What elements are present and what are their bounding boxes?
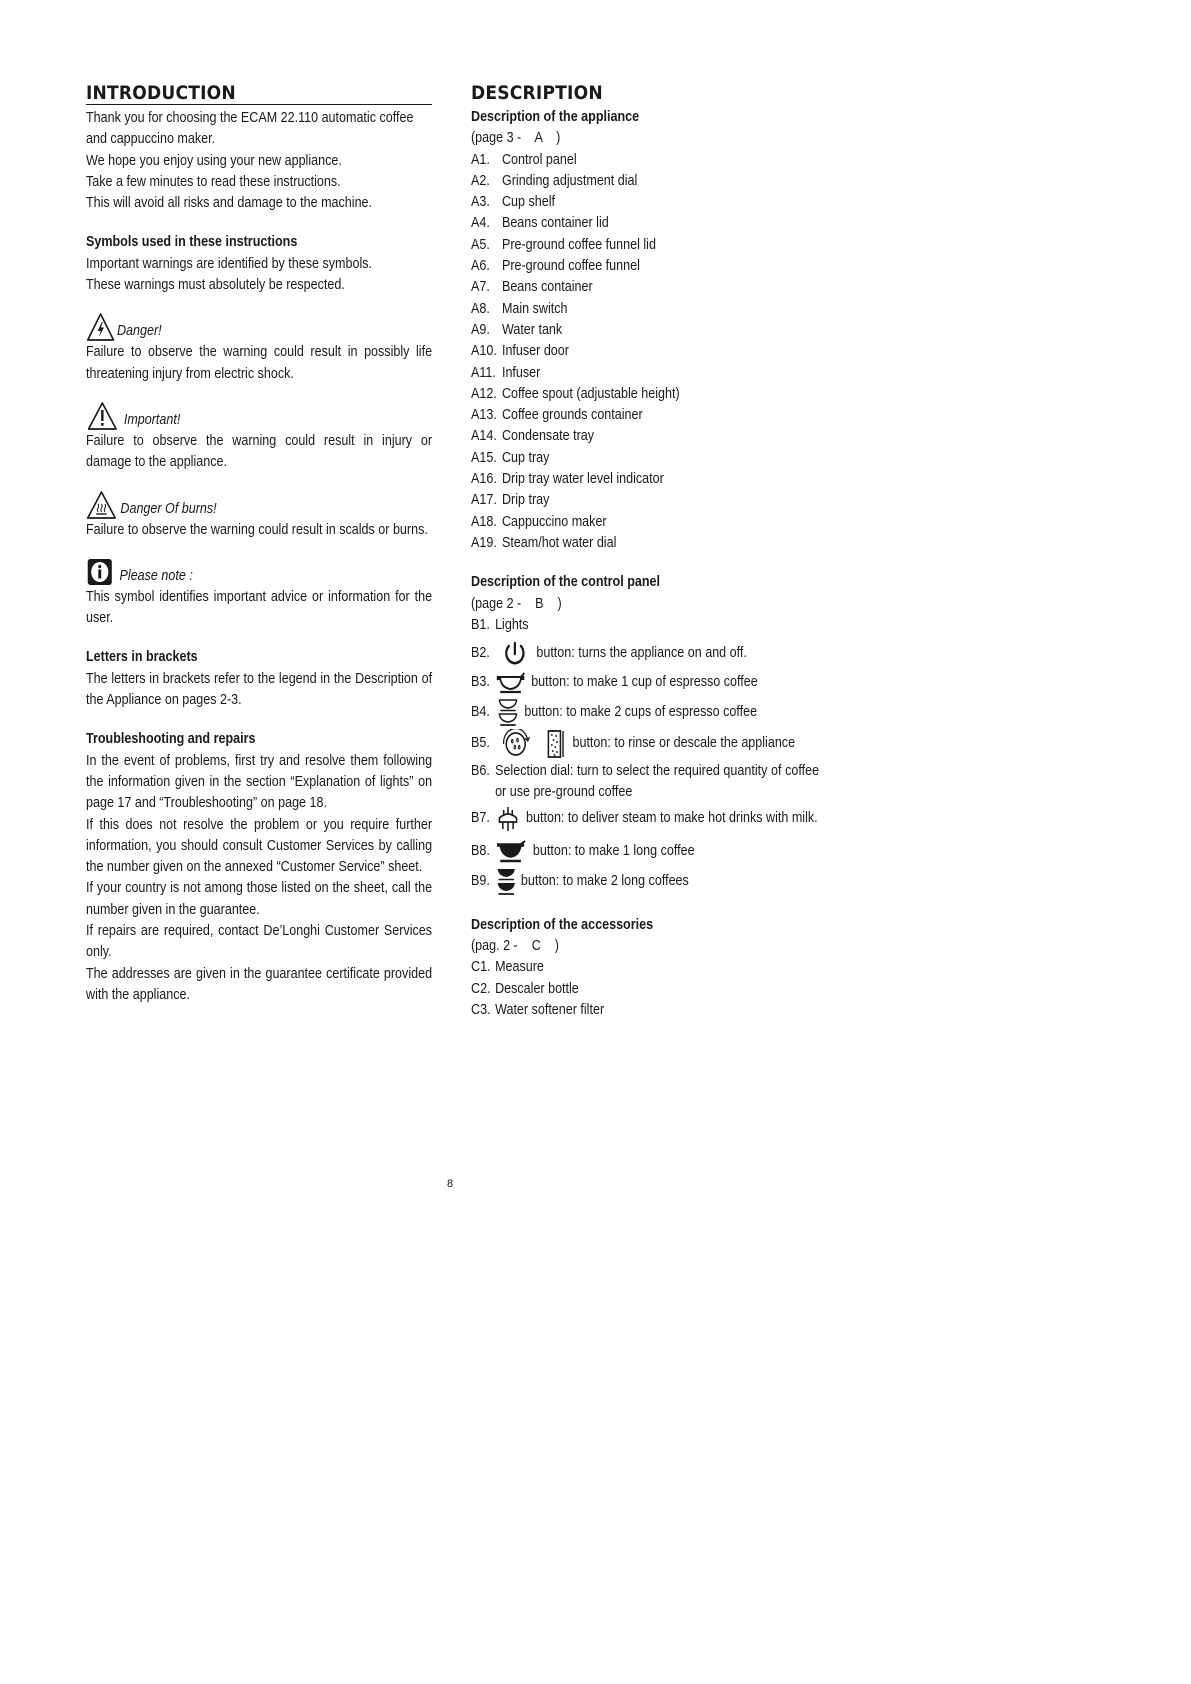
list-item: C1. Measure <box>471 959 544 976</box>
troubleshooting-paragraph: In the event of problems, first try and resolve them following the information given in the section “Explanation of lights” on page 17 and “Troubleshooting” on page 18. <box>86 752 433 812</box>
intro-line: We hope you enjoy using your new appliance. <box>86 152 342 169</box>
note-symbol-row <box>86 557 432 587</box>
list-item: A11. Infuser <box>471 364 541 381</box>
espresso-cup-icon <box>495 671 526 695</box>
list-item: B9. button: to make 2 long coffees <box>471 867 819 897</box>
list-item: A16. Drip tray water level indicator <box>471 471 664 488</box>
list-item: A9. Water tank <box>471 321 563 338</box>
list-item: A14. Condensate tray <box>471 428 595 445</box>
symbols-line: These warnings must absolutely be respected. <box>86 277 345 294</box>
important-symbol-row <box>86 401 432 431</box>
two-long-coffees-icon <box>495 867 517 897</box>
troubleshooting-heading: Troubleshooting and repairs <box>86 731 256 748</box>
list-item: A6. Pre-ground coffee funnel <box>471 258 640 275</box>
list-item: A10. Infuser door <box>471 343 569 360</box>
list-item: B4. button: to make 2 cups of espresso coffee <box>471 698 819 728</box>
troubleshooting-paragraph: If your country is not among those listed on the sheet, call the number given in the guarantee. <box>86 880 433 918</box>
list-item: B6. Selection dial: turn to select the required quantity of coffee or use pre-ground coffee <box>471 763 820 801</box>
list-item: B3. button: to make 1 cup of espresso coffee <box>471 669 819 697</box>
danger-symbol-row <box>86 312 432 342</box>
list-item: B2. button: turns the appliance on and off. <box>471 640 819 668</box>
list-item: A1. Control panel <box>471 151 577 168</box>
long-coffee-cup-icon <box>495 840 528 864</box>
rinse-icon <box>499 729 533 759</box>
two-espresso-cups-icon <box>497 698 519 728</box>
page-number: 8 <box>447 1178 454 1190</box>
control-panel-heading: Description of the control panel <box>471 574 660 591</box>
electric-shock-warning-icon <box>86 312 115 342</box>
symbols-heading: Symbols used in these instructions <box>86 234 298 251</box>
list-item: A2. Grinding adjustment dial <box>471 172 638 189</box>
burns-symbol-row <box>86 490 432 520</box>
appliance-heading: Description of the appliance <box>471 109 640 125</box>
note-label: Please note : <box>119 567 193 584</box>
troubleshooting-paragraph: If this does not resolve the problem or you require further information, you should consult Customer Services by calling the number given on the annexed “Customer Service” sheet. <box>86 816 433 876</box>
list-item: A4. Beans container lid <box>471 215 609 232</box>
list-item: A8. Main switch <box>471 300 568 317</box>
control-panel-list <box>471 615 819 636</box>
troubleshooting-paragraph: If repairs are required, contact De’Longhi Customer Services only. <box>86 923 433 961</box>
letters-text: The letters in brackets refer to the legend in the Description of the Appliance on pages 2-3. <box>86 670 433 709</box>
list-item: C3. Water softener filter <box>471 1001 605 1018</box>
list-item: B1. Lights <box>471 616 529 633</box>
list-item: A19. Steam/hot water dial <box>471 534 617 551</box>
intro-line: Take a few minutes to read these instructions. <box>86 173 341 190</box>
intro-line: Thank you for choosing the ECAM 22.110 automatic coffee and cappuccino maker. <box>86 110 414 148</box>
important-text: Failure to observe the warning could result in injury or damage to the appliance. <box>86 432 433 471</box>
appliance-parts-list <box>471 150 819 555</box>
steam-icon <box>495 804 521 832</box>
list-item: A5. Pre-ground coffee funnel lid <box>471 236 656 253</box>
list-item: A13. Coffee grounds container <box>471 407 643 424</box>
letters-heading: Letters in brackets <box>86 649 198 666</box>
burns-label: Danger Of burns! <box>120 500 217 517</box>
accessories-heading: Description of the accessories <box>471 916 654 933</box>
appliance-page-ref: (page 3 - A ) <box>471 130 561 147</box>
list-item: A17. Drip tray <box>471 492 550 509</box>
note-text: This symbol identifies important advice or information for the user. <box>86 588 433 627</box>
list-item: A3. Cup shelf <box>471 194 555 211</box>
important-label: Important! <box>123 411 181 428</box>
descale-icon <box>545 729 567 759</box>
list-item: A12. Coffee spout (adjustable height) <box>471 385 680 402</box>
info-icon <box>86 557 119 587</box>
description-column <box>471 82 819 1021</box>
control-panel-page-ref: (page 2 - B ) <box>471 595 562 612</box>
burns-text: Failure to observe the warning could result in scalds or burns. <box>86 521 428 538</box>
description-title: DESCRIPTION <box>471 82 603 104</box>
exclamation-warning-icon <box>86 401 119 431</box>
list-item: A18. Cappuccino maker <box>471 513 607 530</box>
introduction-title: INTRODUCTION <box>86 82 432 105</box>
list-item: B8. button: to make 1 long coffee <box>471 838 819 866</box>
danger-label: Danger! <box>116 323 162 340</box>
accessories-page-ref: (pag. 2 - C ) <box>471 938 559 955</box>
list-item: A7. Beans container <box>471 279 593 296</box>
list-item: B7. button: to deliver steam to make hot drinks with milk. <box>471 808 819 832</box>
symbols-line: Important warnings are identified by these symbols. <box>86 255 373 272</box>
introduction-column <box>86 82 432 1006</box>
danger-text: Failure to observe the warning could result in possibly life threatening injury from electric shock. <box>86 344 433 382</box>
list-item: A15. Cup tray <box>471 449 550 466</box>
list-item: B5. button: to rinse or descale the appliance <box>471 729 819 759</box>
hot-surface-warning-icon <box>86 490 117 520</box>
list-item: C2. Descaler bottle <box>471 980 579 997</box>
intro-line: This will avoid all risks and damage to the machine. <box>86 195 373 212</box>
troubleshooting-paragraph: The addresses are given in the guarantee certificate provided with the appliance. <box>86 965 433 1003</box>
accessories-list <box>471 957 819 1021</box>
power-icon <box>499 641 532 667</box>
